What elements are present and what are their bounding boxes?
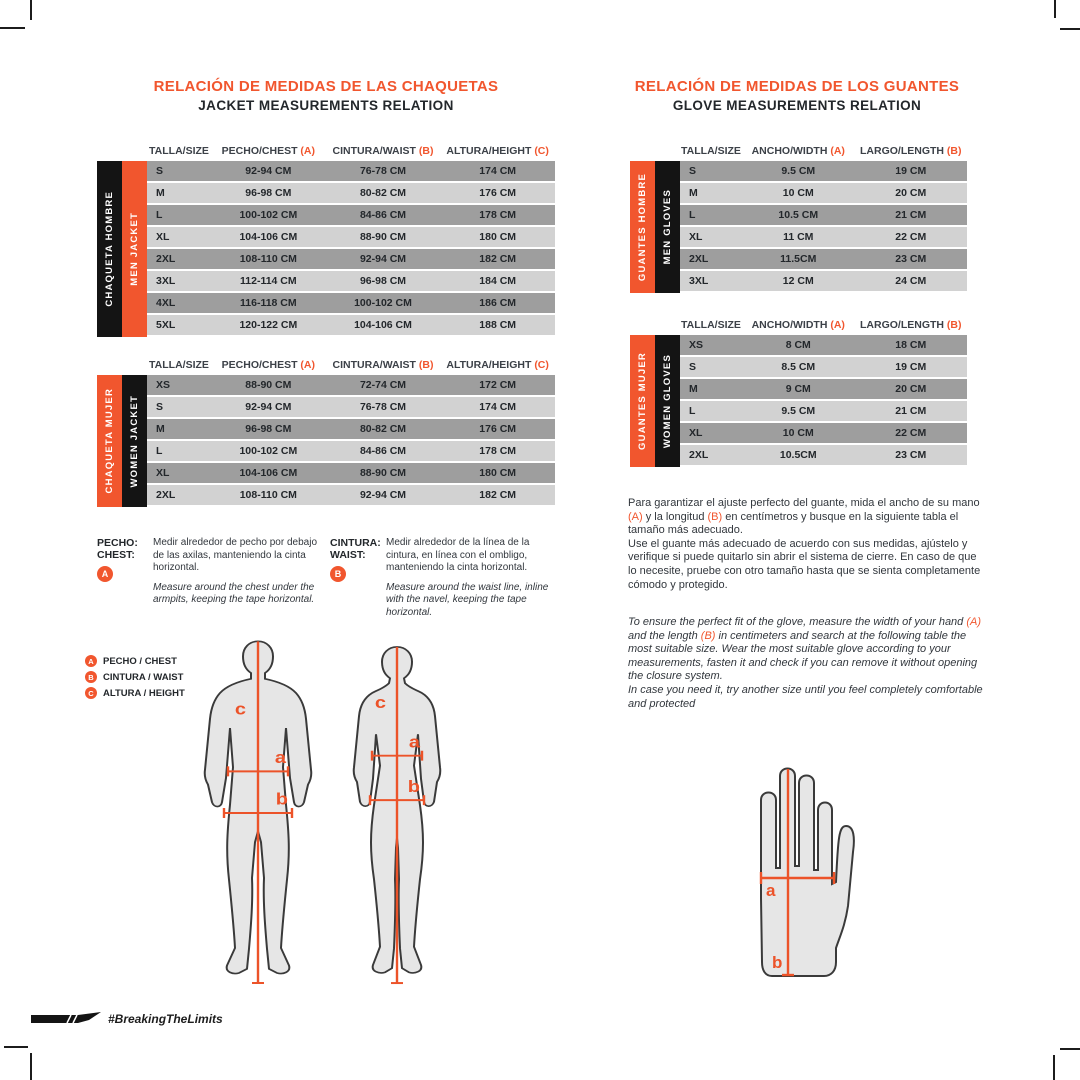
size-cell: S bbox=[689, 361, 697, 373]
table-row bbox=[147, 249, 555, 269]
col-header-waist: CINTURA/WAIST (B) bbox=[332, 359, 434, 371]
value-cell: 10 CM bbox=[782, 187, 814, 199]
woman-label-a: a bbox=[408, 732, 420, 752]
table-row bbox=[147, 397, 555, 417]
col-header-width: ANCHO/WIDTH (A) bbox=[751, 319, 845, 331]
value-cell: 92-94 CM bbox=[245, 401, 292, 413]
hand-label-a: a bbox=[766, 881, 776, 900]
value-cell: 104-106 CM bbox=[239, 231, 298, 243]
value-cell: 120-122 CM bbox=[239, 319, 298, 331]
value-cell: 84-86 CM bbox=[359, 445, 407, 457]
value-cell: 22 CM bbox=[895, 427, 927, 439]
size-cell: M bbox=[689, 383, 698, 395]
crop-mark bbox=[1053, 1055, 1055, 1080]
value-cell: 104-106 CM bbox=[239, 467, 298, 479]
man-measurement-figure bbox=[188, 638, 328, 988]
men-gloves-header bbox=[630, 143, 967, 159]
size-cell: XL bbox=[689, 231, 703, 243]
table-row bbox=[680, 357, 967, 377]
size-cell: XL bbox=[156, 231, 170, 243]
value-cell: 21 CM bbox=[895, 405, 927, 417]
value-cell: 19 CM bbox=[895, 165, 927, 177]
crop-mark bbox=[0, 27, 25, 29]
table-row bbox=[680, 271, 967, 291]
value-cell: 176 CM bbox=[479, 423, 517, 435]
value-cell: 9 CM bbox=[785, 383, 811, 395]
table-row bbox=[680, 249, 967, 269]
letter-a-badge: A bbox=[97, 566, 113, 582]
man-label-a: a bbox=[274, 747, 286, 767]
table-row bbox=[680, 423, 967, 443]
col-header-chest: PECHO/CHEST (A) bbox=[221, 145, 315, 157]
table-row bbox=[680, 379, 967, 399]
value-cell: 184 CM bbox=[479, 275, 517, 287]
value-cell: 22 CM bbox=[895, 231, 927, 243]
glove-instructions-es: Para garantizar el ajuste perfecto del guante, mida el ancho de su mano (A) y la longitud (B) en centímetros y busque en la siguiente tabla el tamaño más adecuado. Use el guante más adecuado de acuerdo con sus medidas, ajústelo y verifique si puede quitarlo sin abrir el sistema de cierre. En caso de que lo necesite, pruebe con otro tamaño hasta que se sienta completamente cómodo y protegido. bbox=[628, 497, 981, 591]
value-cell: 172 CM bbox=[479, 379, 517, 391]
women-jacket-table bbox=[97, 375, 555, 507]
size-cell: XS bbox=[689, 339, 704, 351]
value-cell: 10.5 CM bbox=[778, 209, 819, 221]
value-cell: 92-94 CM bbox=[359, 253, 407, 265]
value-cell: 10.5CM bbox=[779, 449, 817, 461]
size-cell: 4XL bbox=[156, 297, 176, 309]
table-row bbox=[147, 315, 555, 335]
value-cell: 23 CM bbox=[895, 253, 927, 265]
hand-measurement-figure bbox=[728, 738, 878, 983]
value-cell: 178 CM bbox=[479, 445, 517, 457]
value-cell: 88-90 CM bbox=[359, 467, 407, 479]
value-cell: 174 CM bbox=[479, 401, 517, 413]
value-cell: 96-98 CM bbox=[245, 423, 292, 435]
women-gloves-side-label-es: GUANTES MUJER bbox=[637, 352, 648, 450]
col-header-size: TALLA/SIZE bbox=[149, 359, 209, 371]
value-cell: 84-86 CM bbox=[359, 209, 407, 221]
size-cell: S bbox=[156, 165, 164, 177]
value-cell: 19 CM bbox=[895, 361, 927, 373]
legend-item-height: C ALTURA / HEIGHT bbox=[85, 687, 185, 699]
value-cell: 112-114 CM bbox=[240, 275, 297, 287]
size-cell: 2XL bbox=[689, 449, 709, 461]
women-gloves-side-label-en: WOMEN GLOVES bbox=[662, 353, 673, 449]
value-cell: 11 CM bbox=[783, 231, 814, 243]
women-jacket-side-label-en: WOMEN JACKET bbox=[129, 394, 140, 488]
value-cell: 100-102 CM bbox=[239, 445, 298, 457]
hand-label-b: b bbox=[772, 953, 783, 972]
men-gloves-side-label-es: GUANTES HOMBRE bbox=[637, 172, 648, 282]
woman-measurement-figure bbox=[330, 642, 465, 988]
table-row bbox=[680, 183, 967, 203]
measurement-legend bbox=[85, 655, 185, 703]
size-cell: L bbox=[156, 445, 163, 457]
letter-a-icon: A bbox=[85, 655, 97, 667]
value-cell: 23 CM bbox=[895, 449, 927, 461]
value-cell: 76-78 CM bbox=[359, 401, 407, 413]
hand-outline bbox=[761, 769, 854, 977]
table-row bbox=[147, 205, 555, 225]
waist-instruction-text-es: Medir alrededor de la línea de la cintura, en línea con el ombligo, manteniendo la cinta horizontal. bbox=[386, 537, 530, 573]
value-cell: 104-106 CM bbox=[354, 319, 412, 331]
value-cell: 24 CM bbox=[895, 275, 927, 287]
value-cell: 88-90 CM bbox=[359, 231, 407, 243]
chest-instruction bbox=[97, 537, 325, 607]
col-header-size: TALLA/SIZE bbox=[681, 319, 741, 331]
table-row bbox=[680, 161, 967, 181]
col-header-height: ALTURA/HEIGHT (C) bbox=[446, 145, 549, 157]
table-row bbox=[147, 271, 555, 291]
value-cell: 108-110 CM bbox=[239, 253, 297, 265]
value-cell: 9.5 CM bbox=[781, 165, 816, 177]
men-gloves-side-label-en: MEN GLOVES bbox=[662, 189, 673, 265]
value-cell: 9.5 CM bbox=[781, 405, 816, 417]
table-row bbox=[680, 401, 967, 421]
table-row bbox=[680, 227, 967, 247]
size-cell: M bbox=[156, 423, 165, 435]
value-cell: 96-98 CM bbox=[245, 187, 292, 199]
footer-hashtag: #BreakingTheLimits bbox=[108, 1012, 223, 1026]
jackets-title-en: JACKET MEASUREMENTS RELATION bbox=[198, 98, 454, 113]
size-cell: 2XL bbox=[156, 489, 176, 501]
legend-item-chest: A PECHO / CHEST bbox=[85, 655, 185, 667]
value-cell: 92-94 CM bbox=[359, 489, 407, 501]
size-cell: 3XL bbox=[689, 275, 709, 287]
col-header-chest: PECHO/CHEST (A) bbox=[221, 359, 315, 371]
value-cell: 80-82 CM bbox=[359, 187, 407, 199]
col-header-size: TALLA/SIZE bbox=[681, 145, 741, 157]
value-cell: 174 CM bbox=[479, 165, 517, 177]
size-cell: L bbox=[689, 209, 696, 221]
men-jacket-header bbox=[97, 143, 555, 159]
value-cell: 76-78 CM bbox=[359, 165, 407, 177]
table-row bbox=[147, 161, 555, 181]
value-cell: 182 CM bbox=[479, 253, 517, 265]
waist-instruction-text-en: Measure around the waist line, inline with the navel, keeping the tape horizontal. bbox=[386, 581, 549, 618]
value-cell: 116-118 CM bbox=[240, 297, 297, 309]
value-cell: 180 CM bbox=[479, 231, 517, 243]
women-gloves-header bbox=[630, 317, 967, 333]
gloves-title-es: RELACIÓN DE MEDIDAS DE LOS GUANTES bbox=[634, 78, 960, 95]
col-header-length: LARGO/LENGTH (B) bbox=[860, 319, 962, 331]
value-cell: 100-102 CM bbox=[354, 297, 412, 309]
glove-instructions-en: To ensure the perfect fit of the glove, measure the width of your hand (A) and the length (B) in centimeters and search at the following table the most suitable size. Wear the most suitable glove according to your measurements, fasten it and check if you can remove it without opening the closure system. In case you need it, try another size until you feel completely comfortable and protected bbox=[628, 616, 983, 710]
man-label-b: b bbox=[275, 789, 288, 809]
size-cell: M bbox=[156, 187, 165, 199]
size-cell: 3XL bbox=[156, 275, 176, 287]
letter-b-icon: B bbox=[85, 671, 97, 683]
size-cell: 2XL bbox=[156, 253, 176, 265]
women-gloves-table bbox=[630, 335, 967, 467]
value-cell: 72-74 CM bbox=[359, 379, 407, 391]
brand-logo bbox=[30, 1012, 102, 1026]
crop-mark bbox=[4, 1046, 28, 1048]
value-cell: 182 CM bbox=[479, 489, 517, 501]
table-row bbox=[147, 441, 555, 461]
value-cell: 20 CM bbox=[895, 383, 927, 395]
table-row bbox=[147, 463, 555, 483]
letter-b-badge: B bbox=[330, 566, 346, 582]
table-row bbox=[680, 335, 967, 355]
crop-mark bbox=[30, 1053, 32, 1080]
value-cell: 18 CM bbox=[895, 339, 927, 351]
chest-instruction-text-en: Measure around the chest under the armpits, keeping the tape horizontal. bbox=[153, 581, 315, 605]
chest-instruction-label: PECHO: CHEST: A bbox=[97, 537, 153, 607]
table-row bbox=[147, 419, 555, 439]
col-header-width: ANCHO/WIDTH (A) bbox=[751, 145, 845, 157]
value-cell: 10 CM bbox=[782, 427, 814, 439]
men-jacket-side-bars bbox=[97, 161, 147, 337]
men-gloves-side-bars bbox=[630, 161, 680, 293]
value-cell: 100-102 CM bbox=[239, 209, 298, 221]
men-jacket-table bbox=[97, 161, 555, 337]
value-cell: 80-82 CM bbox=[359, 423, 407, 435]
size-cell: XS bbox=[156, 379, 171, 391]
men-gloves-table bbox=[630, 161, 967, 293]
gloves-title-en: GLOVE MEASUREMENTS RELATION bbox=[672, 98, 922, 113]
value-cell: 88-90 CM bbox=[245, 379, 292, 391]
waist-instruction bbox=[330, 537, 558, 619]
table-row bbox=[680, 445, 967, 465]
man-label-c: c bbox=[234, 699, 246, 719]
size-cell: L bbox=[156, 209, 163, 221]
table-row bbox=[680, 205, 967, 225]
table-row bbox=[147, 293, 555, 313]
women-jacket-side-bars bbox=[97, 375, 147, 507]
value-cell: 108-110 CM bbox=[239, 489, 297, 501]
men-jacket-side-label-es: CHAQUETA HOMBRE bbox=[104, 191, 115, 307]
crop-mark bbox=[1054, 0, 1056, 18]
crop-mark bbox=[30, 0, 32, 20]
women-jacket-side-label-es: CHAQUETA MUJER bbox=[104, 388, 115, 494]
waist-instruction-label: CINTURA: WAIST: B bbox=[330, 537, 386, 619]
crop-mark bbox=[1060, 1048, 1080, 1050]
women-gloves-side-bars bbox=[630, 335, 680, 467]
table-row bbox=[147, 227, 555, 247]
value-cell: 92-94 CM bbox=[245, 165, 292, 177]
value-cell: 20 CM bbox=[895, 187, 927, 199]
value-cell: 178 CM bbox=[479, 209, 517, 221]
size-cell: M bbox=[689, 187, 698, 199]
value-cell: 176 CM bbox=[479, 187, 517, 199]
size-cell: XL bbox=[156, 467, 170, 479]
size-cell: 5XL bbox=[156, 319, 176, 331]
chest-instruction-text-es: Medir alrededor de pecho por debajo de las axilas, manteniendo la cinta horizontal. bbox=[153, 537, 317, 573]
col-header-height: ALTURA/HEIGHT (C) bbox=[446, 359, 549, 371]
value-cell: 180 CM bbox=[479, 467, 517, 479]
table-row bbox=[147, 375, 555, 395]
letter-c-icon: C bbox=[85, 687, 97, 699]
value-cell: 12 CM bbox=[782, 275, 814, 287]
size-cell: L bbox=[689, 405, 696, 417]
value-cell: 186 CM bbox=[479, 297, 517, 309]
value-cell: 11.5CM bbox=[780, 253, 817, 265]
men-jacket-side-label-en: MEN JACKET bbox=[129, 212, 140, 286]
jackets-title-es: RELACIÓN DE MEDIDAS DE LAS CHAQUETAS bbox=[153, 78, 499, 95]
woman-label-b: b bbox=[407, 776, 420, 796]
value-cell: 8.5 CM bbox=[781, 361, 816, 373]
value-cell: 96-98 CM bbox=[359, 275, 407, 287]
col-header-waist: CINTURA/WAIST (B) bbox=[332, 145, 434, 157]
woman-label-c: c bbox=[374, 692, 386, 712]
size-cell: 2XL bbox=[689, 253, 709, 265]
col-header-size: TALLA/SIZE bbox=[149, 145, 209, 157]
value-cell: 8 CM bbox=[785, 339, 811, 351]
size-cell: S bbox=[689, 165, 697, 177]
size-cell: XL bbox=[689, 427, 703, 439]
women-jacket-header bbox=[97, 357, 555, 373]
value-cell: 188 CM bbox=[479, 319, 517, 331]
table-row bbox=[147, 485, 555, 505]
table-row bbox=[147, 183, 555, 203]
crop-mark bbox=[1060, 28, 1080, 30]
legend-item-waist: B CINTURA / WAIST bbox=[85, 671, 185, 683]
size-cell: S bbox=[156, 401, 164, 413]
col-header-length: LARGO/LENGTH (B) bbox=[860, 145, 962, 157]
value-cell: 21 CM bbox=[895, 209, 927, 221]
